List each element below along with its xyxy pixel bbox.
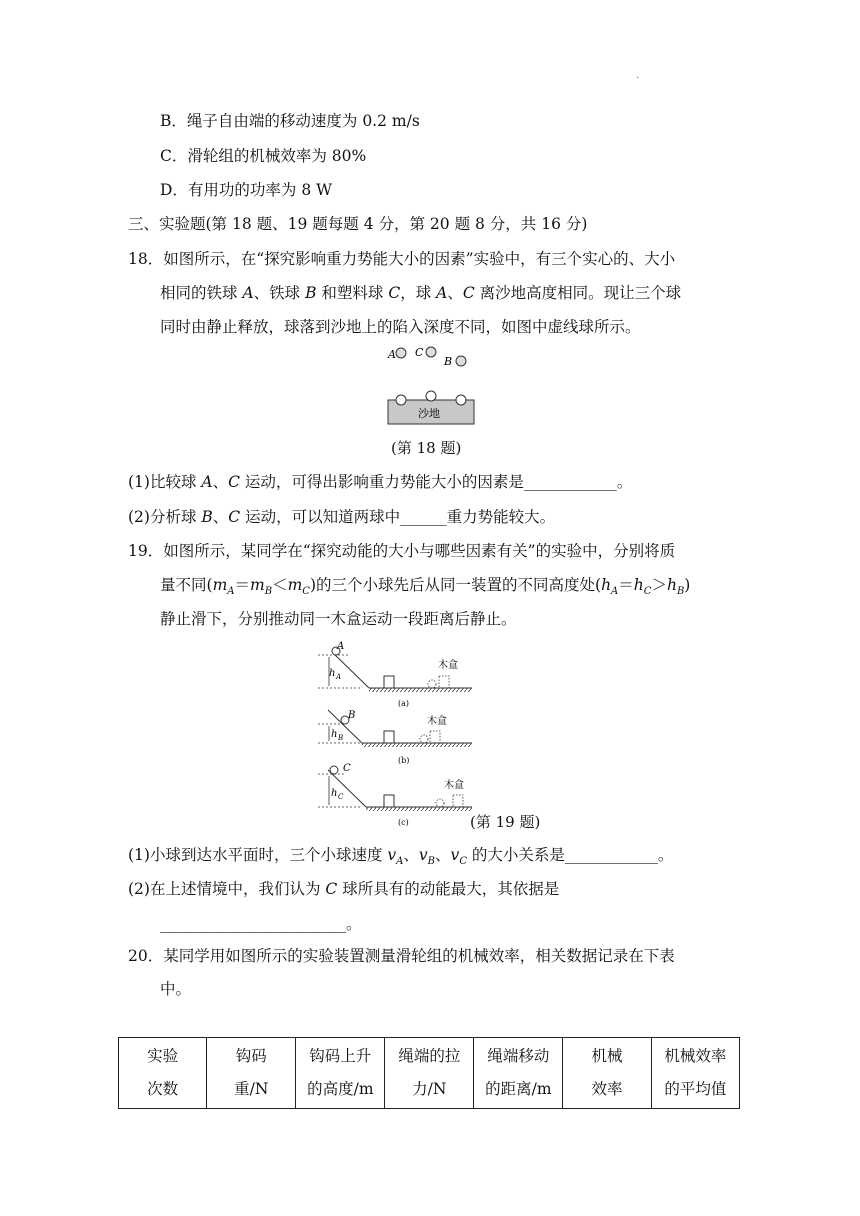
q19-line2: 量不同$(m_A=m_B<m_C)$的三个小球先后从同一装置的不同高度处$(h_A=h_C>h_B)$	[160, 576, 691, 598]
option-d: D．有用功的功率为 8 W	[160, 181, 333, 199]
table-header-cell: 钩码 重/N	[207, 1038, 296, 1109]
svg-text:C: C	[338, 793, 344, 801]
box-b	[384, 731, 394, 743]
fig18-label-c: C	[415, 346, 424, 359]
ball-b-icon	[456, 356, 466, 366]
q18-sub2: (2)分析球 B、C 运动，可以知道两球中______重力势能较大。	[128, 508, 556, 526]
fig19-box-b-label: 木盒	[427, 716, 447, 727]
fig19-box-c-label: 木盒	[444, 780, 464, 791]
q18-line3: 同时由静止释放，球落到沙地上的陷入深度不同，如图中虚线球所示。	[160, 318, 641, 336]
option-b: B．绳子自由端的移动速度为 0.2 m/s	[160, 112, 420, 130]
table-header-row	[119, 1038, 740, 1109]
corner-mark: .	[636, 70, 640, 81]
table-header-cell: 绳端移动 的距离/m	[474, 1038, 563, 1109]
fig18-label-a: A	[388, 348, 396, 361]
q19-sub1: (1)小球到达水平面时，三个小球速度 $v_A$、$v_B$、$v_C$ 的大小关系是____________。	[128, 846, 674, 868]
fig19-caption: (第 19 题)	[470, 813, 541, 831]
fig18-label-b: B	[444, 355, 453, 368]
section-title: 三、实验题(第 18 题、19 题每题 4 分，第 20 题 8 分，共 16 分)	[128, 215, 588, 233]
table-header-cell: 实验 次数	[119, 1038, 207, 1109]
fig19-panel-a: (a)	[398, 699, 410, 708]
option-c: C．滑轮组的机械效率为 80%	[160, 147, 367, 165]
table-header-cell: 机械 效率	[563, 1038, 651, 1109]
box-a	[384, 676, 394, 688]
data-table	[118, 1037, 740, 1109]
q20-line1: 20．某同学用如图所示的实验装置测量滑轮组的机械效率，相关数据记录在下表	[128, 947, 675, 965]
fig19-ball-c: C	[343, 763, 351, 774]
fig19-box-a-label: 木盒	[438, 660, 458, 671]
q19-sub2-blank: ________________________。	[160, 915, 362, 933]
sand-label: 沙地	[418, 407, 440, 420]
svg-text:B: B	[338, 734, 344, 742]
table-header-cell: 绳端的拉 力/N	[385, 1038, 474, 1109]
table-header-cell: 钩码上升 的高度/m	[296, 1038, 385, 1109]
q18-sub1: (1)比较球 A、C 运动，可得出影响重力势能大小的因素是____________。	[128, 473, 633, 491]
q19-sub2: (2)在上述情境中，我们认为 C 球所具有的动能最大，其依据是	[128, 880, 560, 898]
table-header-cell: 机械效率 的平均值	[651, 1038, 739, 1109]
fig19-h-c: h	[331, 788, 338, 799]
q19-line3: 静止滑下，分别推动同一木盒运动一段距离后静止。	[160, 610, 517, 628]
q20-line2: 中。	[160, 980, 192, 998]
q19-line1: 19．如图所示，某同学在“探究动能的大小与哪些因素有关”的实验中，分别将质	[128, 542, 676, 560]
fig19-ball-b: B	[348, 710, 356, 721]
q18-line2: 相同的铁球 A、铁球 B 和塑料球 C，球 A、C 离沙地高度相同。现让三个球	[160, 284, 682, 302]
box-c	[384, 795, 394, 807]
ball-c-icon	[426, 347, 436, 357]
fig19-panel-c: (c)	[398, 818, 409, 827]
ball-c-icon	[330, 766, 338, 774]
fig19-h-a: h	[329, 668, 336, 679]
fig19-h-b: h	[331, 729, 338, 740]
q18-line1: 18．如图所示，在“探究影响重力势能大小的因素”实验中，有三个实心的、大小	[128, 250, 676, 268]
fig18-caption: (第 18 题)	[391, 439, 462, 457]
figure-18	[380, 342, 490, 430]
figure-19	[314, 640, 479, 830]
fig19-panel-b: (b)	[398, 756, 410, 765]
fig19-ball-a: A	[337, 641, 345, 652]
svg-text:A: A	[336, 673, 342, 681]
ball-a-icon	[396, 348, 406, 358]
